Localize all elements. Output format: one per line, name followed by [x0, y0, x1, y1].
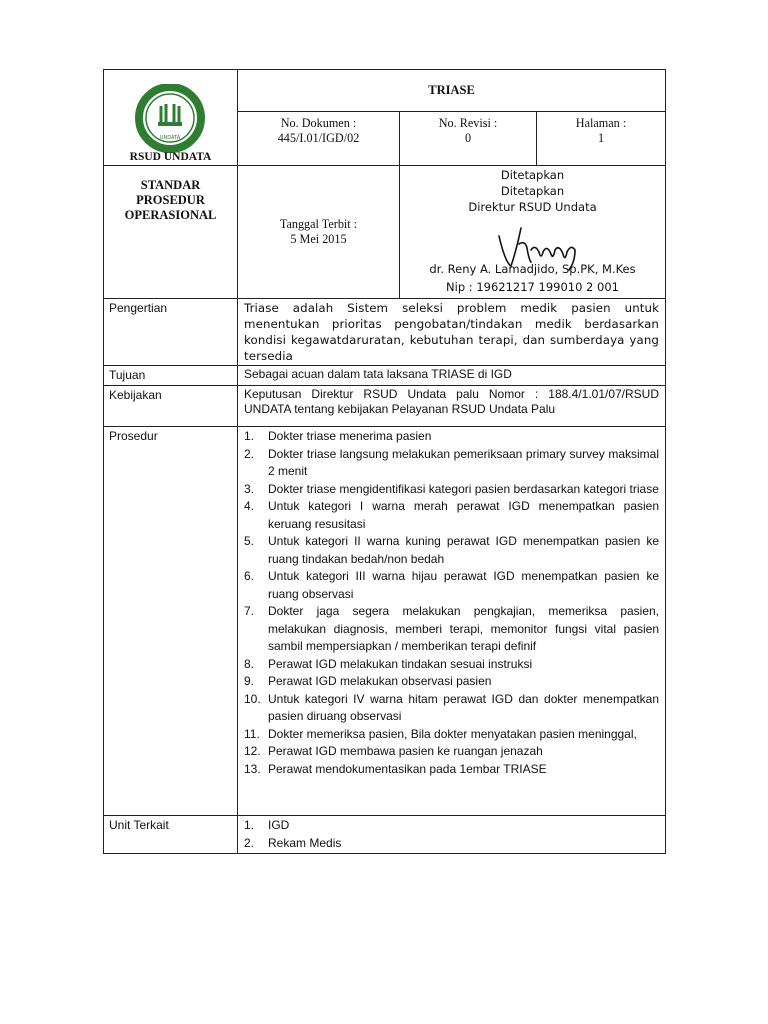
list-item-number: 13. — [244, 761, 261, 776]
list-item — [244, 673, 659, 691]
unit-list — [244, 817, 659, 852]
list-item-text: Perawat IGD membawa pasien ke ruangan jenazah — [268, 744, 543, 758]
kebijakan-text: Keputusan Direktur RSUD Undata palu Nomor : 188.4/1.01/07/RSUD UNDATA tentang kebijakan Pelayanan RSUD Undata Palu — [238, 386, 666, 427]
list-item — [244, 533, 659, 568]
halaman-value: 1 — [597, 131, 605, 145]
list-item-text: Untuk kategori II warna kuning perawat IGD menempatkan pasien ke ruang tindakan bedah/non bedah — [268, 534, 660, 566]
list-item-text: IGD — [268, 818, 290, 832]
kebijakan-label: Kebijakan — [104, 386, 238, 427]
list-item-number: 6. — [244, 569, 255, 583]
sop-heading — [104, 166, 238, 299]
list-item — [244, 761, 659, 779]
pengertian-label: Pengertian — [104, 299, 238, 366]
list-item-text: Dokter triase mengidentifikasi kategori pasien berdasarkan kategori triase — [268, 481, 659, 496]
list-item — [244, 835, 659, 853]
sop-line-2: PROSEDUR — [136, 193, 205, 207]
pejabat-nip: Nip : 19621217 199010 2 001 — [446, 280, 619, 294]
list-item — [244, 691, 659, 726]
no-revisi-value: 0 — [464, 131, 472, 145]
no-revisi — [400, 112, 537, 166]
list-item-number: 10. — [244, 691, 261, 706]
list-item-text: Untuk kategori I warna merah perawat IGD menempatkan pasien keruang resusitasi — [268, 499, 660, 531]
logo-cell — [104, 70, 238, 166]
list-item — [244, 817, 659, 835]
no-dokumen-value: 445/I.01/IGD/02 — [277, 131, 360, 145]
ditetapkan-2: Ditetapkan — [500, 184, 565, 198]
prosedur-steps — [238, 427, 666, 816]
tanggal-label: Tanggal Terbit : — [279, 217, 358, 231]
list-item — [244, 481, 659, 499]
list-item — [244, 498, 659, 533]
sop-line-3: OPERASIONAL — [124, 208, 217, 222]
list-item-text: Dokter triase langsung melakukan pemeriksaan primary survey maksimal 2 menit — [268, 446, 660, 478]
list-item-number: 1. — [244, 818, 255, 832]
list-item-number: 9. — [244, 674, 255, 688]
list-item-number: 12. — [244, 744, 261, 758]
prosedur-list — [244, 428, 659, 778]
jabatan: Direktur RSUD Undata — [468, 200, 597, 214]
list-item — [244, 726, 659, 744]
list-item — [244, 446, 659, 481]
list-item-number: 2. — [244, 835, 255, 850]
list-item — [244, 428, 659, 446]
no-revisi-label: No. Revisi : — [438, 116, 498, 130]
list-item — [244, 656, 659, 674]
pengesahan — [400, 166, 666, 299]
tanggal-value: 5 Mei 2015 — [290, 232, 347, 246]
pengertian-text: Triase adalah Sistem seleksi problem medik pasien untuk menentukan prioritas pengobatan/tindakan medik berdasarkan kondisi kegawatdaruratan, kebutuhan terapi, dan sumberdaya yang tersedia — [238, 299, 666, 366]
unit-items — [238, 816, 666, 854]
list-item — [244, 568, 659, 603]
list-item-number: 5. — [244, 534, 255, 548]
prosedur-label: Prosedur — [104, 427, 238, 816]
sop-line-1: STANDAR — [140, 178, 201, 192]
list-item-text: Untuk kategori III warna hijau perawat IGD menempatkan pasien ke ruang observasi — [268, 569, 660, 601]
list-item-text: Dokter memeriksa pasien, Bila dokter menyatakan pasien meninggal, — [268, 726, 637, 741]
list-item-text: Rekam Medis — [268, 835, 342, 850]
list-item-number: 1. — [244, 429, 255, 443]
halaman-label: Halaman : — [575, 116, 627, 130]
no-dokumen-label: No. Dokumen : — [280, 116, 357, 130]
list-item — [244, 743, 659, 761]
list-item-number: 3. — [244, 481, 255, 496]
list-item-text: Dokter triase menerima pasien — [268, 429, 432, 443]
list-item-number: 4. — [244, 499, 255, 513]
pejabat-name: dr. Reny A. Lamadjido, Sp.PK, M.Kes — [429, 262, 636, 276]
tujuan-text: Sebagai acuan dalam tata laksana TRIASE di IGD — [238, 366, 666, 386]
list-item-number: 2. — [244, 446, 255, 461]
unit-label: Unit Terkait — [104, 816, 238, 854]
halaman — [537, 112, 666, 166]
no-dokumen — [238, 112, 400, 166]
document-title: TRIASE — [238, 70, 666, 112]
list-item-text: Perawat mendokumentasikan pada 1embar TRIASE — [268, 761, 547, 776]
list-item-number: 7. — [244, 604, 255, 618]
list-item-text: Perawat IGD melakukan tindakan sesuai instruksi — [268, 656, 533, 671]
ditetapkan-1: Ditetapkan — [500, 168, 565, 182]
sop-table — [103, 69, 666, 854]
tujuan-label: Tujuan — [104, 366, 238, 386]
list-item-text: Dokter jaga segera melakukan pengkajian, memeriksa pasien, melakukan diagnosis, memberi terapi, memonitor fungsi vital pasien sambil mempersiapkan / memberikan terapi definif — [268, 604, 660, 653]
svg-text:UNDATA: UNDATA — [159, 135, 181, 141]
hospital-logo — [128, 84, 212, 156]
institution-name: RSUD UNDATA — [129, 151, 212, 163]
list-item — [244, 603, 659, 656]
list-item-text: Untuk kategori IV warna hitam perawat IGD dan dokter menempatkan pasien diruang observasi — [268, 691, 660, 723]
tanggal-terbit — [238, 166, 400, 299]
list-item-text: Perawat IGD melakukan observasi pasien — [268, 674, 492, 688]
list-item-number: 11. — [244, 726, 260, 741]
list-item-number: 8. — [244, 656, 255, 671]
